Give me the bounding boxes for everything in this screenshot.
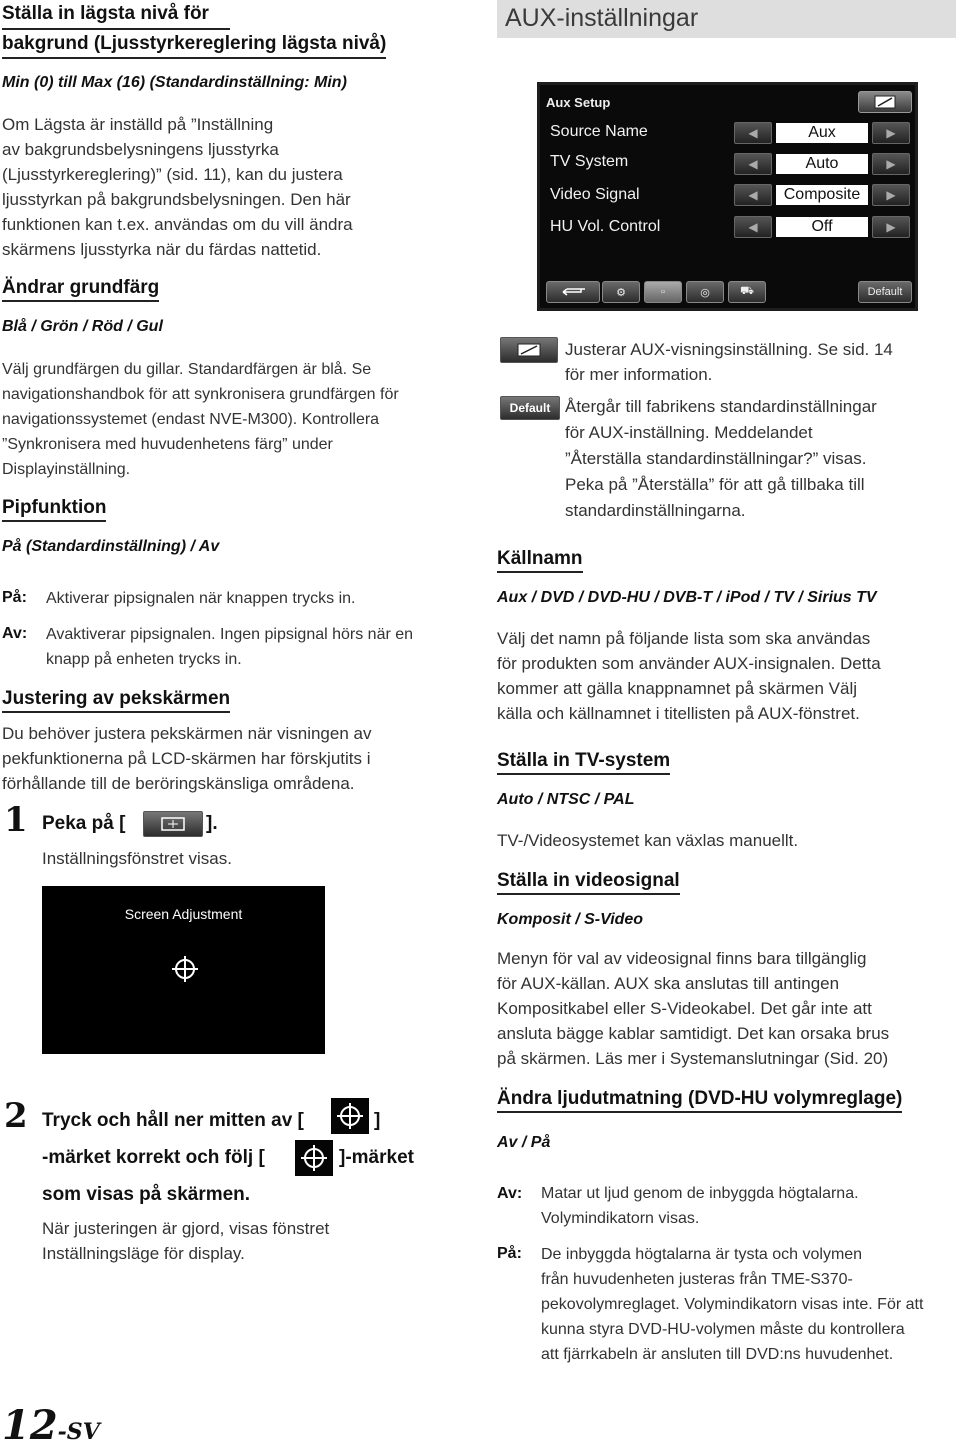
aux-setup-title: Aux Setup <box>546 95 611 110</box>
backlight-heading-line2: bakgrund (Ljusstyrkereglering lägsta nivå) <box>2 32 386 59</box>
display-settings-icon <box>517 343 541 357</box>
tv-system-body: TV-/Videosystemet kan växlas manuellt. <box>497 831 799 850</box>
source-name-value: Aux <box>776 123 868 143</box>
backlight-range: Min (0) till Max (16) (Standardinställning: Min) <box>2 74 347 91</box>
navigation-setup-tab[interactable] <box>686 281 724 303</box>
audio-off-label: Av: <box>497 1185 523 1202</box>
tv-system-value: Auto <box>776 154 868 174</box>
crosshair-icon <box>299 1143 329 1173</box>
color-heading: Ändrar grundfärg <box>2 277 159 302</box>
audio-output-options: Av / På <box>497 1134 551 1151</box>
video-signal-value: Composite <box>776 185 868 205</box>
video-signal-label: Video Signal <box>550 186 640 203</box>
screen-adjustment-window <box>42 886 325 1054</box>
video-signal-heading: Ställa in videosignal <box>497 870 680 895</box>
touch-body: Du behöver justera pekskärmen när visningen av pekfunktionerna på LCD-skärmen har förskjutits i förhållande till de beröringskänsliga områdena. <box>2 724 372 793</box>
beep-options: På (Standardinställning) / Av <box>2 538 220 555</box>
backlight-body: Om Lägsta är inställd på ”Inställning av bakgrundsbelysningens ljusstyrka (Ljusstyrkereglering)” (sid. 11), kan du justera ljusstyrkan på bakgrundsbelysningen. Den här funktionen kan t.ex. användas om du vill ändra skärmens ljusstyrka när du färdas nattetid. <box>2 115 353 259</box>
beep-off-label: Av: <box>2 625 28 642</box>
step1-number: 1 <box>4 800 28 840</box>
left-arrow-icon: ◀ <box>748 188 758 202</box>
video-signal-options: Komposit / S-Video <box>497 911 644 928</box>
touch-heading: Justering av pekskärmen <box>2 688 230 713</box>
display-settings-description: Justerar AUX-visningsinställning. Se sid. 14 för mer information. <box>565 340 893 384</box>
hu-vol-control-prev-button[interactable] <box>734 216 772 238</box>
step2-line2-post: ]-märket <box>339 1147 414 1168</box>
aux-settings-header-bar <box>497 0 956 38</box>
default-button[interactable]: Default <box>858 281 912 303</box>
step2-line1-pre: Tryck och håll ner mitten av [ <box>42 1110 304 1131</box>
source-name-options: Aux / DVD / DVD-HU / DVB-T / iPod / TV / Sirius TV <box>497 589 877 606</box>
car-setup-tab[interactable] <box>728 281 766 303</box>
left-arrow-icon: ◀ <box>748 126 758 140</box>
audio-on-text: De inbyggda högtalarna är tysta och volymen från huvudenheten justeras från TME-S370- pekovolymreglaget. Volymindikatorn visas inte. För att kunna styra DVD-HU-volymen måste du kontrollera att fjärrkabeln är ansluten till DVD:ns huvudenhet. <box>541 1246 924 1363</box>
step1-instruction-post: ]. <box>206 813 218 834</box>
source-name-body: Välj det namn på följande lista som ska användas för produkten som använder AUX-insignalen. Detta kommer att gälla knappnamnet på skärmen Välj källa och källnamnet i titellisten på AUX-fönstret. <box>497 629 881 723</box>
compass-icon: ◎ <box>700 286 710 299</box>
tv-system-label: TV System <box>550 153 629 170</box>
general-settings-button[interactable] <box>602 281 640 303</box>
back-button[interactable] <box>546 281 600 303</box>
audio-on-label: På: <box>497 1245 522 1262</box>
step1-instruction-pre: Peka på [ <box>42 813 126 834</box>
right-arrow-icon: ▶ <box>886 126 896 140</box>
display-settings-legend-button <box>500 337 558 363</box>
tv-system-heading: Ställa in TV-system <box>497 750 670 775</box>
hu-vol-control-next-button[interactable] <box>872 216 910 238</box>
step2-number: 2 <box>4 1096 28 1136</box>
screen-adjust-icon <box>160 816 186 832</box>
aux-setup-screen <box>537 82 918 311</box>
screen-adjust-button[interactable] <box>143 811 203 837</box>
hu-vol-control-value: Off <box>776 217 868 237</box>
step2-result: När justeringen är gjord, visas fönstret Inställningsläge för display. <box>42 1219 330 1263</box>
audio-off-text: Matar ut ljud genom de inbyggda högtalarna. Volymindikatorn visas. <box>541 1185 859 1227</box>
source-name-heading: Källnamn <box>497 548 583 573</box>
crosshair-inline-1 <box>331 1098 369 1134</box>
beep-heading: Pipfunktion <box>2 497 106 522</box>
crosshair-inline-2 <box>295 1140 333 1176</box>
step2-line2-pre: -märket korrekt och följ [ <box>42 1147 265 1168</box>
display-icon: ▫ <box>661 286 665 298</box>
default-description: Återgår till fabrikens standardinställningar för AUX-inställning. Meddelandet ”Återställa standardinställningar?” visas. Peka på ”Återställa” för att gå tillbaka till standardinställningarna. <box>565 397 877 520</box>
return-arrow-icon <box>559 286 587 298</box>
backlight-heading-line1: Ställa in lägsta nivå för <box>2 3 209 24</box>
display-setup-tab[interactable] <box>644 281 682 303</box>
page-number: 12-SV <box>2 1402 100 1449</box>
aux-settings-title: AUX-inställningar <box>505 4 699 32</box>
car-icon: ⛟ <box>740 285 754 297</box>
step1-result: Inställningsfönstret visas. <box>42 849 232 868</box>
right-arrow-icon: ▶ <box>886 157 896 171</box>
video-signal-body: Menyn för val av videosignal finns bara tillgänglig för AUX-källan. AUX ska anslutas till antingen Kompositkabel eller S-Videokabel. Det går inte att ansluta bägge kablar samtidigt. Det kan orsaka brus på skärmen. Läs mer i Systemanslutningar (Sid. 20) <box>497 949 890 1068</box>
gear-icon: ⚙ <box>616 286 626 299</box>
tv-system-options: Auto / NTSC / PAL <box>497 791 635 808</box>
source-name-next-button[interactable] <box>872 122 910 144</box>
screen-adjustment-title: Screen Adjustment <box>124 906 243 922</box>
right-arrow-icon: ▶ <box>886 220 896 234</box>
beep-off-text: Avaktiverar pipsignalen. Ingen pipsignal hörs när en knapp på enheten trycks in. <box>46 626 414 668</box>
default-legend-button: Default <box>500 396 560 420</box>
left-arrow-icon: ◀ <box>748 220 758 234</box>
display-settings-button[interactable] <box>858 91 912 113</box>
color-options: Blå / Grön / Röd / Gul <box>2 318 163 335</box>
beep-on-label: På: <box>2 589 27 606</box>
source-name-prev-button[interactable] <box>734 122 772 144</box>
hu-vol-control-label: HU Vol. Control <box>550 218 661 235</box>
audio-output-heading: Ändra ljudutmatning (DVD-HU volymreglage) <box>497 1088 902 1113</box>
color-body: Välj grundfärgen du gillar. Standardfärgen är blå. Se navigationshandbok för att synkronisera grundfärgen för navigationssystemet (endast NVE-M300). Kontrollera ”Synkronisera med huvudenhetens färg” under Displayinställning. <box>2 361 399 478</box>
display-settings-icon <box>874 95 896 109</box>
source-name-label: Source Name <box>550 123 648 140</box>
tv-system-next-button[interactable] <box>872 153 910 175</box>
backlight-heading-underline1 <box>2 2 230 30</box>
tv-system-prev-button[interactable] <box>734 153 772 175</box>
step2-line1-post: ] <box>374 1110 381 1131</box>
left-arrow-icon: ◀ <box>748 157 758 171</box>
video-signal-prev-button[interactable] <box>734 184 772 206</box>
step2-line3: som visas på skärmen. <box>42 1184 251 1205</box>
crosshair-target-icon[interactable] <box>171 955 199 983</box>
video-signal-next-button[interactable] <box>872 184 910 206</box>
crosshair-icon <box>335 1101 365 1131</box>
right-arrow-icon: ▶ <box>886 188 896 202</box>
beep-on-text: Aktiverar pipsignalen när knappen trycks in. <box>46 590 356 607</box>
